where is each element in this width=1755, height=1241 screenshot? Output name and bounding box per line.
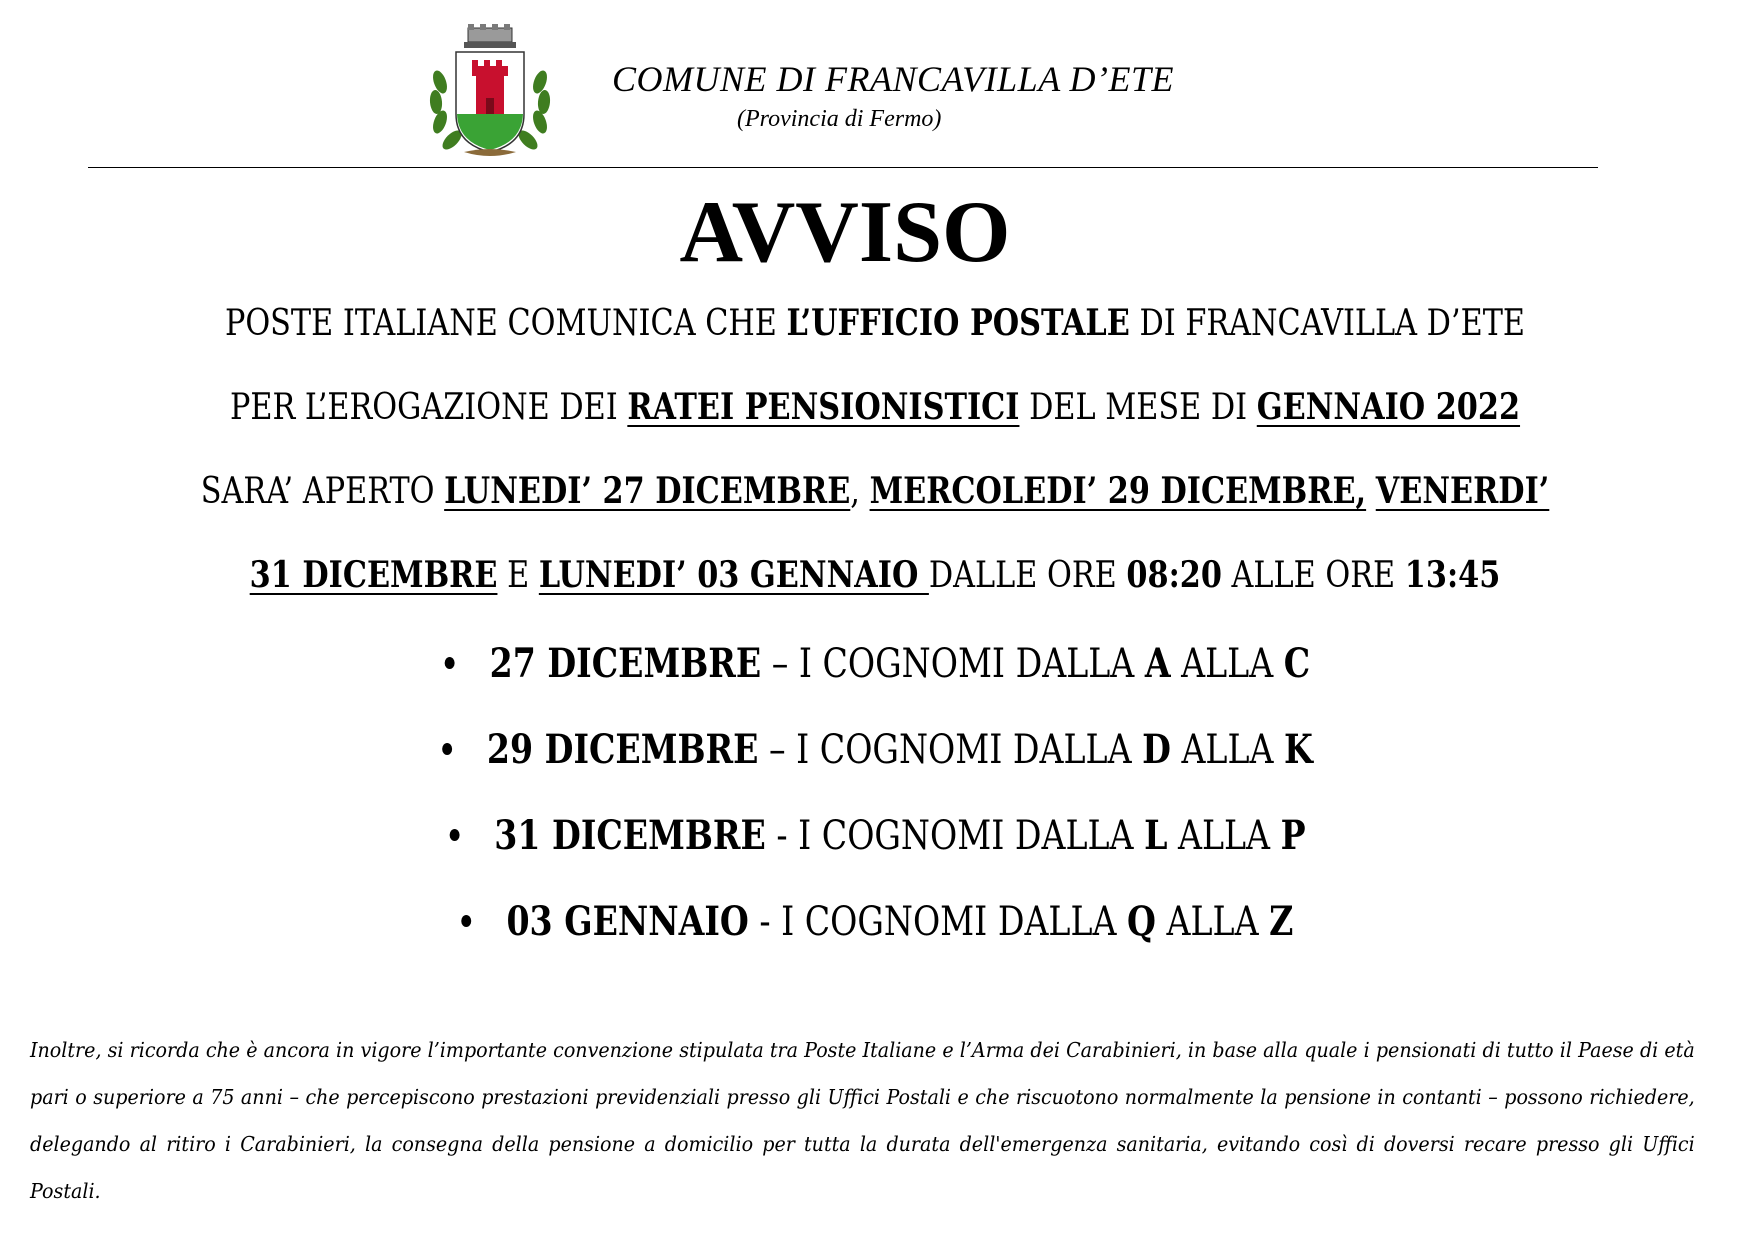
closing-time: 13:45 bbox=[1404, 553, 1501, 596]
schedule-text: – I COGNOMI DALLA bbox=[761, 641, 1145, 687]
schedule-date: 03 GENNAIO bbox=[506, 898, 749, 945]
schedule-item bbox=[149, 636, 1606, 692]
ribbon-icon bbox=[464, 149, 516, 156]
schedule-text: ALLA bbox=[1170, 727, 1285, 773]
body-line-1 bbox=[174, 298, 1577, 348]
body-text bbox=[1366, 469, 1376, 512]
carabinieri-note: Inoltre, si ricorda che è ancora in vigore l’importante convenzione stipulata tra Poste Italiane e l’Arma dei Carabinieri, in base alla quale i pensionati di tutto il Paese di età pari o superiore a 75 anni – che percepiscono prestazioni previdenziali presso gli Uffici Postali e che riscuotono normalmente la pensione in contanti – possono richiedere, delegando al ritiro i Carabinieri, la consegna della pensione a domicilio per tutta la durata dell'emergenza sanitaria, evitando così di doversi recare presso gli Uffici Postali. bbox=[30, 1038, 1695, 1203]
body-text: PER L’EROGAZIONE DEI bbox=[229, 385, 628, 428]
body-text: DEL MESE DI bbox=[1019, 385, 1257, 428]
schedule-letter: Z bbox=[1269, 898, 1294, 945]
schedule-item bbox=[149, 894, 1606, 950]
schedule-letter: K bbox=[1284, 726, 1313, 773]
notice-title: AVVISO bbox=[679, 184, 1011, 281]
date-label: MERCOLEDI’ 29 DICEMBRE, bbox=[869, 469, 1367, 512]
header-divider bbox=[88, 167, 1598, 168]
province-name: (Provincia di Fermo) bbox=[737, 106, 942, 132]
post-office-label: L’UFFICIO POSTALE bbox=[786, 301, 1130, 344]
schedule-date: 27 DICEMBRE bbox=[489, 640, 762, 687]
bullet-icon bbox=[462, 915, 472, 927]
date-label: 31 DICEMBRE bbox=[249, 553, 498, 596]
body-text: POSTE ITALIANE COMUNICA CHE bbox=[224, 301, 787, 344]
schedule-letter: A bbox=[1144, 640, 1171, 687]
body-text: DALLE ORE bbox=[928, 553, 1127, 596]
schedule-text: - I COGNOMI DALLA bbox=[748, 899, 1128, 945]
shield-icon bbox=[456, 52, 524, 152]
date-label: LUNEDI’ 03 GENNAIO bbox=[538, 553, 929, 596]
municipal-crest-logo bbox=[428, 22, 552, 162]
schedule-date: 31 DICEMBRE bbox=[494, 812, 766, 859]
body-text: , bbox=[850, 469, 870, 512]
schedule-letter: L bbox=[1144, 812, 1168, 859]
date-label: LUNEDI’ 27 DICEMBRE bbox=[444, 469, 851, 512]
schedule-date: 29 DICEMBRE bbox=[486, 726, 759, 773]
pension-label: RATEI PENSIONISTICI bbox=[627, 385, 1020, 428]
date-label: VENERDI’ bbox=[1375, 469, 1550, 512]
schedule-text: ALLA bbox=[1155, 899, 1270, 945]
schedule-letter: D bbox=[1142, 726, 1171, 773]
month-label: GENNAIO 2022 bbox=[1256, 385, 1521, 428]
schedule-letter: Q bbox=[1127, 898, 1156, 945]
body-text: E bbox=[497, 553, 539, 596]
bullet-icon bbox=[449, 829, 459, 841]
schedule-text: ALLA bbox=[1170, 641, 1284, 687]
body-text: SARA’ APERTO bbox=[200, 469, 445, 512]
municipality-name: COMUNE DI FRANCAVILLA D’ETE bbox=[612, 59, 1175, 99]
schedule-letter: P bbox=[1280, 812, 1306, 859]
bullet-icon bbox=[442, 743, 452, 755]
schedule-text: - I COGNOMI DALLA bbox=[765, 813, 1145, 859]
body-text: ALLE ORE bbox=[1221, 553, 1405, 596]
schedule-text: ALLA bbox=[1167, 813, 1281, 859]
opening-time: 08:20 bbox=[1126, 553, 1222, 596]
schedule-text: – I COGNOMI DALLA bbox=[758, 727, 1143, 773]
body-line-2 bbox=[174, 382, 1577, 432]
schedule-item bbox=[149, 808, 1606, 864]
body-text: DI FRANCAVILLA D’ETE bbox=[1129, 301, 1526, 344]
schedule-letter: C bbox=[1283, 640, 1311, 687]
schedule-item bbox=[149, 722, 1606, 778]
body-line-4 bbox=[174, 550, 1577, 600]
bullet-icon bbox=[445, 657, 455, 669]
body-line-3 bbox=[174, 466, 1577, 516]
crown-icon bbox=[464, 24, 516, 48]
